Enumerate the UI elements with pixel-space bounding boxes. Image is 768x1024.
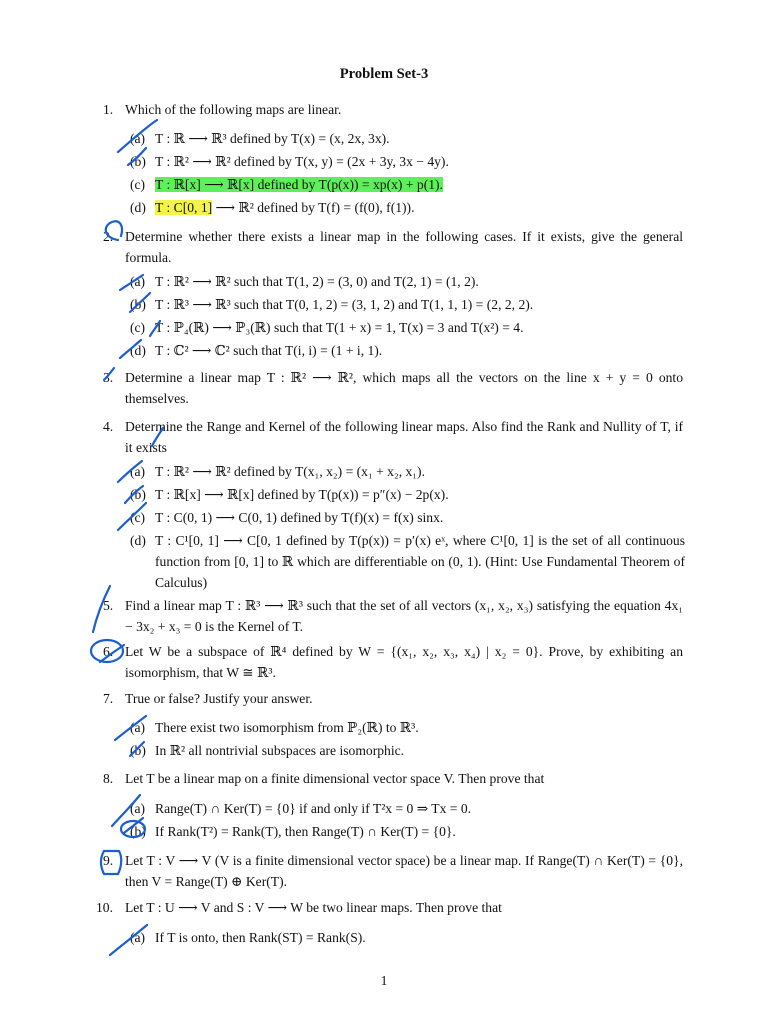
question-6 <box>103 641 683 683</box>
question-2b: (b) T : ℝ³ ⟶ ℝ³ such that T(0, 1, 2) = (3, 1, 2) and T(1, 1, 1) = (2, 2, 2). <box>130 297 534 312</box>
question-text: Which of the following maps are linear. <box>125 102 342 117</box>
question-text: Determine whether there exists a linear map in the following cases. If it exists, give the general formula. <box>125 229 683 265</box>
question-2a: (a) T : ℝ² ⟶ ℝ² such that T(1, 2) = (3, 0) and T(2, 1) = (1, 2). <box>130 274 479 289</box>
question-text: Determine a linear map T : ℝ² ⟶ ℝ², which maps all the vectors on the line x + y = 0 onto themselves. <box>125 370 683 406</box>
question-number: 10. <box>96 900 113 915</box>
question-1c: (c) T : ℝ[x] ⟶ ℝ[x] defined by T(p(x)) = xp(x) + p(1). <box>130 177 443 192</box>
question-3 <box>103 367 683 409</box>
highlight-green: T : ℝ[x] ⟶ ℝ[x] defined by T(p(x)) = xp(x) + p(1). <box>155 177 443 192</box>
question-text: Let T : V ⟶ V (V is a finite dimensional vector space) be a linear map. If Range(T) ∩ Ker(T) = {0}, then V = Range(T) ⊕ Ker(T). <box>125 853 683 889</box>
question-number: 3. <box>103 370 114 385</box>
question-9 <box>103 850 683 892</box>
question-10a: (a) If T is onto, then Rank(ST) = Rank(S). <box>130 930 366 945</box>
question-text: Let T be a linear map on a finite dimensional vector space V. Then prove that <box>125 771 545 786</box>
question-1 <box>103 99 683 120</box>
question-2c: (c) T : ℙ₄(ℝ) ⟶ ℙ₃(ℝ) such that T(1 + x) = 1, T(x) = 3 and T(x²) = 4. <box>130 320 524 335</box>
question-10 <box>96 897 683 918</box>
question-5 <box>103 595 683 637</box>
question-8b: (b) If Rank(T²) = Rank(T), then Range(T) ∩ Ker(T) = {0}. <box>130 824 456 839</box>
question-text: Determine the Range and Kernel of the following linear maps. Also find the Rank and Nullity of T, if it exists <box>125 419 683 455</box>
question-2d: (d) T : ℂ² ⟶ ℂ² such that T(i, i) = (1 + i, 1). <box>130 343 383 358</box>
question-4 <box>103 416 683 458</box>
question-number: 8. <box>103 771 114 786</box>
question-2 <box>103 226 683 268</box>
question-8a: (a) Range(T) ∩ Ker(T) = {0} if and only if T²x = 0 ⇒ Tx = 0. <box>130 801 472 816</box>
question-number: 5. <box>103 598 114 613</box>
page-number: 1 <box>380 973 388 988</box>
question-4b: (b) T : ℝ[x] ⟶ ℝ[x] defined by T(p(x)) = p″(x) − 2p(x). <box>130 487 449 502</box>
page-title: Problem Set-3 <box>339 66 429 82</box>
question-number: 4. <box>103 419 114 434</box>
question-4c: (c) T : C(0, 1) ⟶ C(0, 1) defined by T(f)(x) = f(x) sinx. <box>130 510 444 525</box>
question-8 <box>103 768 683 789</box>
question-4d: (d) T : C¹[0, 1] ⟶ C[0, 1 defined by T(p(x)) = p′(x) eˣ, where C¹[0, 1] is the set of all continuous function from [0, 1] to ℝ which are differentiable on (0, 1). (Hint: Use Fundamental Theorem of Calculus) <box>130 533 685 590</box>
question-number: 1. <box>103 102 114 117</box>
question-text: True or false? Justify your answer. <box>125 691 313 706</box>
highlight-yellow: T : C[0, 1] <box>155 200 213 215</box>
question-7a: (a) There exist two isomorphism from ℙ₂(ℝ) to ℝ³. <box>130 720 419 735</box>
question-number: 9. <box>103 853 114 868</box>
question-text: Let T : U ⟶ V and S : V ⟶ W be two linear maps. Then prove that <box>125 900 502 915</box>
question-7b: (b) In ℝ² all nontrivial subspaces are isomorphic. <box>130 743 405 758</box>
question-text: Let W be a subspace of ℝ⁴ defined by W = {(x₁, x₂, x₃, x₄) | x₂ = 0}. Prove, by exhibiting an isomorphism, that W ≅ ℝ³. <box>125 644 683 680</box>
question-1d: (d) T : C[0, 1] ⟶ ℝ² defined by T(f) = (f(0), f(1)). <box>130 200 415 215</box>
question-7 <box>103 688 683 709</box>
question-1a: (a) T : ℝ ⟶ ℝ³ defined by T(x) = (x, 2x, 3x). <box>130 131 390 146</box>
question-number: 2. <box>103 229 114 244</box>
question-text: Find a linear map T : ℝ³ ⟶ ℝ³ such that the set of all vectors (x₁, x₂, x₃) satisfying the equation 4x₁ − 3x₂ + x₃ = 0 is the Kernel of T. <box>125 598 683 634</box>
question-1b: (b) T : ℝ² ⟶ ℝ² defined by T(x, y) = (2x + 3y, 3x − 4y). <box>130 154 449 169</box>
question-number: 7. <box>103 691 114 706</box>
question-4a: (a) T : ℝ² ⟶ ℝ² defined by T(x₁, x₂) = (x₁ + x₂, x₁). <box>130 464 425 479</box>
question-number: 6. <box>103 644 114 659</box>
